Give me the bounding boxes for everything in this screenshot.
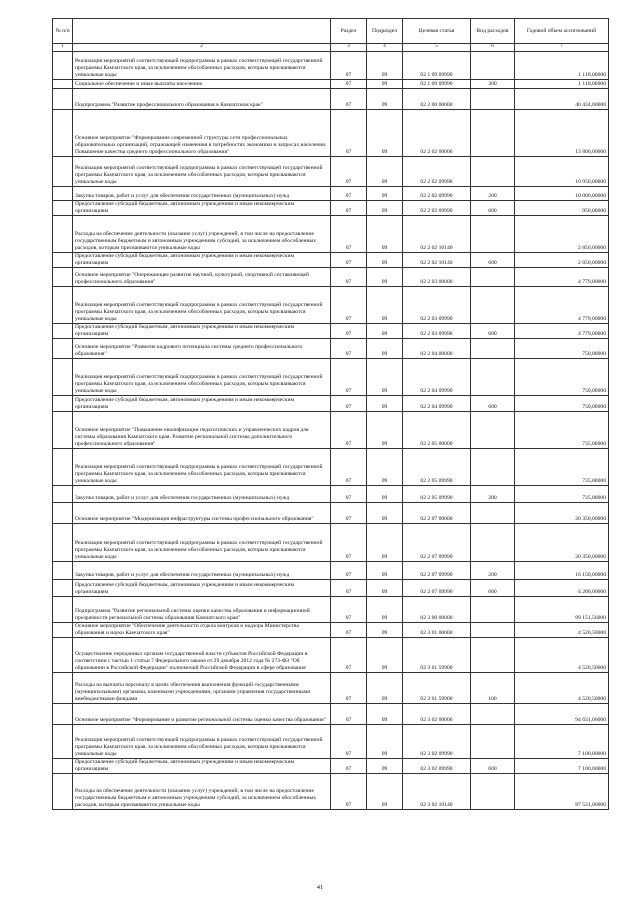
table-row (53, 773, 609, 809)
row-section-cell: 07 (331, 448, 367, 485)
row-section-cell: 07 (331, 579, 367, 596)
row-number-cell (53, 724, 73, 758)
row-number-cell (53, 52, 73, 80)
table-row (53, 110, 609, 157)
row-kind-cell (471, 110, 515, 157)
row-kind-cell: 600 (471, 758, 515, 773)
row-kind-cell (471, 773, 515, 809)
row-target-cell: 02 3 01 59900 (403, 672, 471, 703)
row-amount-cell: 13 800,00000 (515, 110, 609, 157)
row-target-cell: 02 2 04 00000 (403, 338, 471, 358)
row-number-cell (53, 338, 73, 358)
row-kind-cell (471, 523, 515, 561)
row-section-cell: 07 (331, 703, 367, 724)
row-name-cell: Предоставление субсидий бюджетным, автономным учреждениям и иным некоммерческим организациям (73, 201, 331, 216)
row-section-cell: 07 (331, 758, 367, 773)
table-row (53, 286, 609, 323)
table-row (53, 323, 609, 338)
row-number-cell (53, 411, 73, 448)
row-subsection-cell: 09 (367, 724, 403, 758)
row-name-cell: Реализация мероприятий соответствующей подпрограммы в рамках соответствующей государственной программы Камчатского края, за исключением обособленных расходов, которым присваиваются уникальные коды (73, 523, 331, 561)
header-target: Целевая статья (403, 19, 471, 44)
row-number-cell (53, 523, 73, 561)
page-number: 41 (316, 884, 324, 891)
row-kind-cell (471, 157, 515, 187)
table-row (53, 157, 609, 187)
row-number-cell (53, 561, 73, 579)
row-target-cell: 02 3 02 09990 (403, 758, 471, 773)
row-amount-cell: 4 779,00000 (515, 286, 609, 323)
row-section-cell: 07 (331, 502, 367, 523)
row-amount-cell: 950,00000 (515, 201, 609, 216)
row-number-cell (53, 579, 73, 596)
row-subsection-cell: 09 (367, 703, 403, 724)
row-section-cell: 07 (331, 358, 367, 395)
row-subsection-cell: 09 (367, 215, 403, 252)
row-subsection-cell: 09 (367, 622, 403, 637)
row-name-cell: Осуществление переданных органам государственной власти субъектов Российской Федерации в соответствии с частью 1 статьи 7 Федерального закона от 29 декабря 2012 года № 273-ФЗ "Об образовании в Российской Федерации" полномочий Российской Федерации в сфере образования (73, 637, 331, 672)
row-target-cell: 02 2 03 00000 (403, 267, 471, 286)
row-section-cell: 07 (331, 395, 367, 411)
row-section-cell: 07 (331, 252, 367, 267)
row-section-cell: 07 (331, 523, 367, 561)
row-target-cell: 02 1 09 09990 (403, 52, 471, 80)
row-name-cell: Предоставление субсидий бюджетным, автономным учреждениям и иным некоммерческим организациям (73, 323, 331, 338)
row-section-cell: 07 (331, 323, 367, 338)
column-number: 2 (73, 44, 331, 52)
row-section-cell: 07 (331, 338, 367, 358)
row-section-cell: 07 (331, 411, 367, 448)
row-amount-cell: 87 531,06000 (515, 773, 609, 809)
table-row (53, 252, 609, 267)
table-row (53, 579, 609, 596)
row-amount-cell: 735,00000 (515, 485, 609, 502)
table-row (53, 267, 609, 286)
table-row (53, 622, 609, 637)
row-target-cell: 02 2 04 09990 (403, 358, 471, 395)
row-name-cell: Социальное обеспечение и иные выплаты населению (73, 80, 331, 89)
row-number-cell (53, 286, 73, 323)
row-name-cell: Предоставление субсидий бюджетным, автономным учреждениям и иным некоммерческим организациям (73, 579, 331, 596)
row-kind-cell: 600 (471, 201, 515, 216)
row-amount-cell: 4 520,50000 (515, 622, 609, 637)
row-target-cell: 02 2 05 09990 (403, 448, 471, 485)
row-number-cell (53, 672, 73, 703)
row-target-cell: 02 2 07 09990 (403, 579, 471, 596)
row-name-cell: Реализация мероприятий соответствующей подпрограммы в рамках соответствующей государственной программы Камчатского края, за исключением обособленных расходов, которым присваиваются уникальные коды (73, 448, 331, 485)
row-amount-cell: 20 350,00000 (515, 523, 609, 561)
row-target-cell: 02 2 02 09990 (403, 201, 471, 216)
row-kind-cell (471, 637, 515, 672)
row-kind-cell (471, 338, 515, 358)
row-subsection-cell: 09 (367, 672, 403, 703)
column-number: 6 (471, 44, 515, 52)
column-number: 4 (367, 44, 403, 52)
row-number-cell (53, 323, 73, 338)
table-row (53, 80, 609, 89)
row-name-cell: Закупка товаров, работ и услуг для обеспечения государственных (муниципальных) нужд (73, 485, 331, 502)
row-amount-cell: 750,00000 (515, 338, 609, 358)
column-number: 5 (403, 44, 471, 52)
row-amount-cell: 10 000,00000 (515, 187, 609, 201)
header-num: № п/п (53, 19, 73, 44)
column-number-row (53, 44, 609, 52)
row-number-cell (53, 267, 73, 286)
row-section-cell: 07 (331, 89, 367, 110)
table-row (53, 703, 609, 724)
row-subsection-cell: 09 (367, 286, 403, 323)
row-target-cell: 02 2 02 00000 (403, 110, 471, 157)
table-row (53, 201, 609, 216)
table-row (53, 52, 609, 80)
column-number: 3 (331, 44, 367, 52)
table-row (53, 215, 609, 252)
row-number-cell (53, 187, 73, 201)
row-target-cell: 02 3 01 59900 (403, 637, 471, 672)
row-subsection-cell: 09 (367, 395, 403, 411)
row-target-cell: 02 2 04 09990 (403, 395, 471, 411)
row-amount-cell: 7 100,00000 (515, 724, 609, 758)
row-kind-cell (471, 286, 515, 323)
row-subsection-cell: 09 (367, 502, 403, 523)
row-kind-cell (471, 703, 515, 724)
row-subsection-cell: 09 (367, 110, 403, 157)
row-amount-cell: 750,00000 (515, 358, 609, 395)
row-section-cell: 07 (331, 157, 367, 187)
row-target-cell: 02 2 05 09990 (403, 485, 471, 502)
table-row (53, 187, 609, 201)
row-name-cell: Предоставление субсидий бюджетным, автономным учреждениям и иным некоммерческим организациям (73, 758, 331, 773)
row-subsection-cell: 09 (367, 773, 403, 809)
budget-table (52, 18, 609, 810)
row-amount-cell: 10 950,00000 (515, 157, 609, 187)
row-amount-cell: 4 779,00000 (515, 267, 609, 286)
row-target-cell: 02 2 07 09990 (403, 523, 471, 561)
row-name-cell: Предоставление субсидий бюджетным, автономным учреждениям и иным некоммерческим организациям (73, 395, 331, 411)
row-number-cell (53, 502, 73, 523)
row-number-cell (53, 622, 73, 637)
row-amount-cell: 4 779,00000 (515, 323, 609, 338)
table-row (53, 637, 609, 672)
table-row (53, 724, 609, 758)
row-name-cell: Подпрограмма "Развитие профессионального образования в Камчатском крае" (73, 89, 331, 110)
row-target-cell: 02 3 02 10140 (403, 773, 471, 809)
header-subsection: Подраздел (367, 19, 403, 44)
header-section: Раздел (331, 19, 367, 44)
row-name-cell: Закупка товаров, работ и услуг для обеспечения государственных (муниципальных) нужд (73, 561, 331, 579)
row-amount-cell: 1 118,00000 (515, 80, 609, 89)
row-section-cell: 07 (331, 52, 367, 80)
row-name-cell: Подпрограмма "Развитие региональной системы оценки качества образования и информационной прозрачности региональной системы образования Камчатского края" (73, 596, 331, 622)
row-subsection-cell: 09 (367, 252, 403, 267)
row-kind-cell (471, 52, 515, 80)
row-section-cell: 07 (331, 215, 367, 252)
row-subsection-cell: 09 (367, 358, 403, 395)
table-row (53, 502, 609, 523)
row-amount-cell: 2 850,00000 (515, 252, 609, 267)
row-amount-cell: 735,00000 (515, 448, 609, 485)
row-target-cell: 02 2 05 00000 (403, 411, 471, 448)
row-number-cell (53, 80, 73, 89)
header-name (73, 19, 331, 44)
table-row (53, 758, 609, 773)
row-amount-cell: 40 434,00000 (515, 89, 609, 110)
row-kind-cell (471, 622, 515, 637)
row-target-cell: 02 3 00 00000 (403, 596, 471, 622)
row-name-cell: Основное мероприятие "Развитие кадрового потенциала системы среднего профессионального образования" (73, 338, 331, 358)
table-row (53, 561, 609, 579)
row-amount-cell: 20 350,00000 (515, 502, 609, 523)
row-kind-cell: 600 (471, 579, 515, 596)
row-target-cell: 02 3 02 00000 (403, 703, 471, 724)
row-section-cell: 07 (331, 637, 367, 672)
row-amount-cell: 735,00000 (515, 411, 609, 448)
row-target-cell: 02 1 09 09990 (403, 80, 471, 89)
row-kind-cell (471, 502, 515, 523)
row-amount-cell: 4 520,50000 (515, 637, 609, 672)
row-name-cell: Расходы на обеспечение деятельности (оказание услуг) учреждений, в том числе на предоставление государственным бюджетным и автономным учреждениям субсидий, за исключением обособленных расходов, которым присваиваются уникальные коды (73, 215, 331, 252)
row-kind-cell (471, 215, 515, 252)
table-row (53, 672, 609, 703)
row-target-cell: 02 2 03 09990 (403, 323, 471, 338)
row-target-cell: 02 2 07 09990 (403, 561, 471, 579)
row-number-cell (53, 637, 73, 672)
row-section-cell: 07 (331, 596, 367, 622)
row-number-cell (53, 448, 73, 485)
row-number-cell (53, 703, 73, 724)
table-row (53, 523, 609, 561)
row-number-cell (53, 358, 73, 395)
row-target-cell: 02 2 02 10140 (403, 252, 471, 267)
row-subsection-cell: 09 (367, 323, 403, 338)
row-number-cell (53, 110, 73, 157)
row-subsection-cell: 09 (367, 758, 403, 773)
row-number-cell (53, 157, 73, 187)
row-kind-cell (471, 448, 515, 485)
row-number-cell (53, 201, 73, 216)
row-section-cell: 07 (331, 561, 367, 579)
row-kind-cell (471, 596, 515, 622)
row-kind-cell: 600 (471, 323, 515, 338)
row-section-cell: 07 (331, 110, 367, 157)
column-number: 7 (515, 44, 609, 52)
row-subsection-cell: 09 (367, 52, 403, 80)
row-name-cell: Реализация мероприятий соответствующей подпрограммы в рамках соответствующей государственной программы Камчатского края, за исключением обособленных расходов, которым присваиваются уникальные коды (73, 358, 331, 395)
row-subsection-cell: 09 (367, 596, 403, 622)
row-name-cell: Закупка товаров, работ и услуг для обеспечения государственных (муниципальных) нужд (73, 187, 331, 201)
row-name-cell: Основное мероприятие "Формирование современной структуры сети профессиональных образовательных организаций, отражающей изменения в потребностях экономики и запросах населения. Повышение качества среднего профессионального образования" (73, 110, 331, 157)
row-kind-cell: 200 (471, 561, 515, 579)
row-kind-cell: 600 (471, 252, 515, 267)
row-number-cell (53, 252, 73, 267)
row-target-cell: 02 2 00 00000 (403, 89, 471, 110)
row-name-cell: Предоставление субсидий бюджетным, автономным учреждениям и иным некоммерческим организациям (73, 252, 331, 267)
row-target-cell: 02 3 01 00000 (403, 622, 471, 637)
row-number-cell (53, 596, 73, 622)
row-name-cell: Реализация мероприятий соответствующей подпрограммы в рамках соответствующей государственной программы Камчатского края, за исключением обособленных расходов, которым присваиваются уникальные коды (73, 286, 331, 323)
row-section-cell: 07 (331, 773, 367, 809)
row-amount-cell: 16 150,00000 (515, 561, 609, 579)
table-row (53, 596, 609, 622)
row-section-cell: 07 (331, 267, 367, 286)
row-subsection-cell: 09 (367, 80, 403, 89)
table-row (53, 89, 609, 110)
row-kind-cell: 200 (471, 187, 515, 201)
row-number-cell (53, 89, 73, 110)
row-number-cell (53, 215, 73, 252)
row-name-cell: Основное мероприятие "Модернизация инфраструктуры системы профессионального образования" (73, 502, 331, 523)
row-kind-cell (471, 89, 515, 110)
row-section-cell: 07 (331, 187, 367, 201)
row-subsection-cell: 09 (367, 187, 403, 201)
table-row (53, 485, 609, 502)
row-kind-cell (471, 267, 515, 286)
row-kind-cell: 300 (471, 80, 515, 89)
row-target-cell: 02 3 02 09990 (403, 724, 471, 758)
row-amount-cell: 99 151,56000 (515, 596, 609, 622)
row-amount-cell: 4 520,50000 (515, 672, 609, 703)
row-section-cell: 07 (331, 286, 367, 323)
row-name-cell: Расходы на выплаты персоналу в целях обеспечения выполнения функций государственными (муниципальными) органами, казенными учреждениями, органами управления государственными внебюджетными фондами (73, 672, 331, 703)
row-kind-cell (471, 358, 515, 395)
row-name-cell: Основное мероприятие "Формирование и развитие региональной системы оценки качества образования" (73, 703, 331, 724)
row-subsection-cell: 09 (367, 485, 403, 502)
header-amount: Годовой объем ассигнований (515, 19, 609, 44)
table-header-row (53, 19, 609, 44)
row-number-cell (53, 758, 73, 773)
row-section-cell: 07 (331, 485, 367, 502)
row-subsection-cell: 09 (367, 411, 403, 448)
row-section-cell: 07 (331, 201, 367, 216)
row-target-cell: 02 2 02 09990 (403, 187, 471, 201)
row-number-cell (53, 395, 73, 411)
row-subsection-cell: 09 (367, 637, 403, 672)
row-amount-cell: 94 631,06000 (515, 703, 609, 724)
row-target-cell: 02 2 02 09990 (403, 157, 471, 187)
row-subsection-cell: 09 (367, 579, 403, 596)
row-subsection-cell: 09 (367, 523, 403, 561)
row-name-cell: Основное мероприятие "Обеспечение деятельности отдела контроля и надзора Министерства образования и науки Камчатского края" (73, 622, 331, 637)
row-amount-cell: 4 200,00000 (515, 579, 609, 596)
row-section-cell: 07 (331, 672, 367, 703)
row-subsection-cell: 09 (367, 338, 403, 358)
table-row (53, 358, 609, 395)
row-kind-cell: 200 (471, 485, 515, 502)
row-kind-cell: 600 (471, 395, 515, 411)
row-target-cell: 02 2 07 00000 (403, 502, 471, 523)
row-subsection-cell: 09 (367, 561, 403, 579)
row-name-cell: Основное мероприятие "Повышение квалификации педагогических и управленческих кадров для системы образования Камчатского края. Развитие региональной системы дополнительного профессионального образования" (73, 411, 331, 448)
row-amount-cell: 1 118,00000 (515, 52, 609, 80)
row-amount-cell: 7 100,00000 (515, 758, 609, 773)
row-kind-cell (471, 724, 515, 758)
table-row (53, 411, 609, 448)
row-subsection-cell: 09 (367, 267, 403, 286)
row-number-cell (53, 773, 73, 809)
row-target-cell: 02 2 02 10140 (403, 215, 471, 252)
row-kind-cell: 100 (471, 672, 515, 703)
column-number: 1 (53, 44, 73, 52)
row-section-cell: 07 (331, 80, 367, 89)
row-name-cell: Расходы на обеспечение деятельности (оказание услуг) учреждений, в том числе на предоставление государственным бюджетным и автономным учреждениям субсидий, за исключением обособленных расходов, которым присваиваются уникальные коды (73, 773, 331, 809)
row-subsection-cell: 09 (367, 89, 403, 110)
row-section-cell: 07 (331, 724, 367, 758)
row-name-cell: Реализация мероприятий соответствующей подпрограммы в рамках соответствующей государственной программы Камчатского края, за исключением обособленных расходов, которым присваиваются уникальные коды (73, 724, 331, 758)
row-name-cell: Реализация мероприятий соответствующей подпрограммы в рамках соответствующей государственной программы Камчатского края, за исключением обособленных расходов, которым присваиваются уникальные коды (73, 157, 331, 187)
row-target-cell: 02 2 03 09990 (403, 286, 471, 323)
row-name-cell: Реализация мероприятий соответствующей подпрограммы в рамках соответствующей государственной программы Камчатского края, за исключением обособленных расходов, которым присваиваются уникальные коды (73, 52, 331, 80)
table-body (53, 52, 609, 810)
row-number-cell (53, 485, 73, 502)
row-subsection-cell: 09 (367, 157, 403, 187)
table-row (53, 338, 609, 358)
header-kind: Вид расходов (471, 19, 515, 44)
row-amount-cell: 2 850,00000 (515, 215, 609, 252)
table-row (53, 395, 609, 411)
row-name-cell: Основное мероприятие "Опережающее развитие научной, культурной, спортивной составляющей профессионального образования" (73, 267, 331, 286)
row-subsection-cell: 09 (367, 201, 403, 216)
table-row (53, 448, 609, 485)
row-subsection-cell: 09 (367, 448, 403, 485)
row-amount-cell: 750,00000 (515, 395, 609, 411)
row-section-cell: 07 (331, 622, 367, 637)
row-kind-cell (471, 411, 515, 448)
